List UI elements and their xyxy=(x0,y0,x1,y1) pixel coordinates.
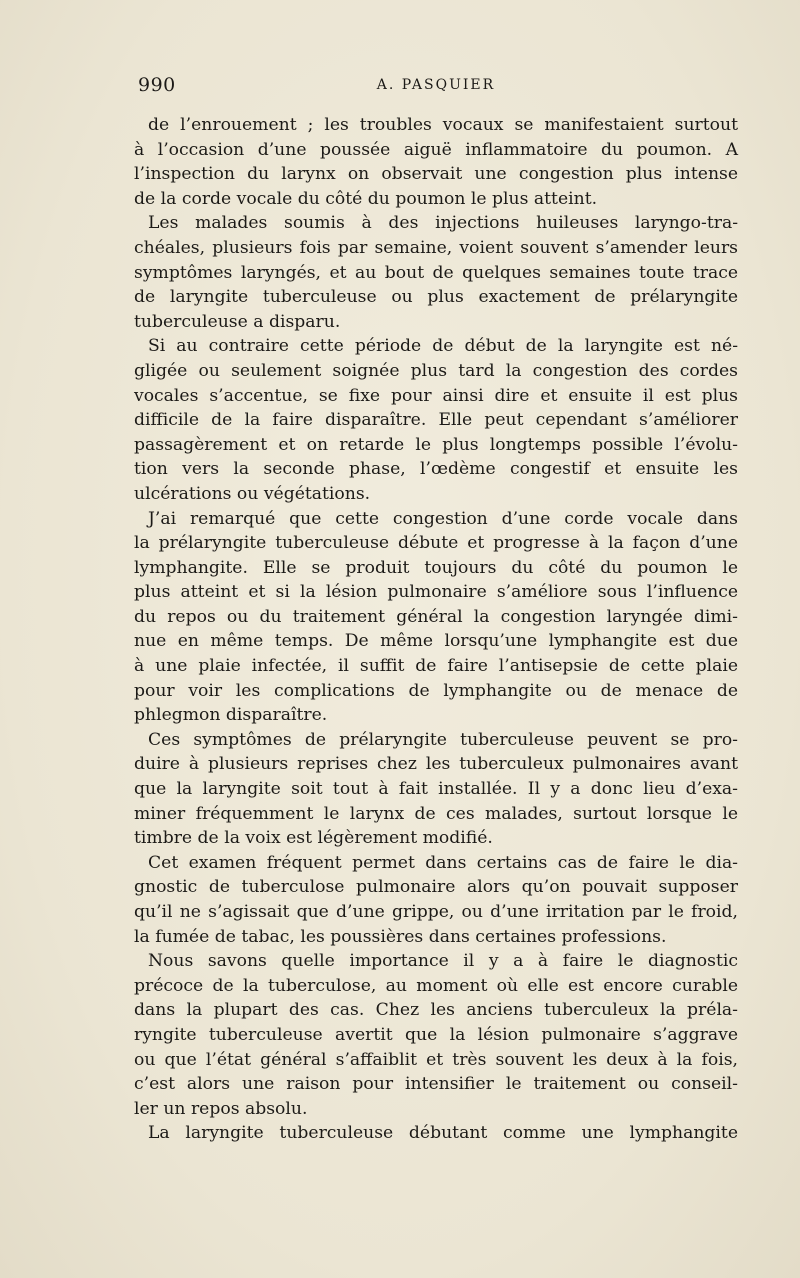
text-line: gnostic de tuberculose pulmonaire alors qu’on pouvait supposer xyxy=(134,877,738,898)
text-line: qu’il ne s’agissait que d’une grippe, ou d’une irritation par le froid, xyxy=(134,902,738,922)
text-line: chéales, plusieurs fois par semaine, voient souvent s’amender leurs xyxy=(134,237,738,258)
text-line: nue en même temps. De même lorsqu’une lymphangite est due xyxy=(134,631,738,652)
text-line: vocales s’accentue, se fixe pour ainsi dire et ensuite il est plus xyxy=(134,385,738,406)
paragraph xyxy=(134,507,738,728)
text-line: Nous savons quelle importance il y a à faire le diagnostic xyxy=(148,951,738,972)
text-line: la fumée de tabac, les poussières dans certaines professions. xyxy=(134,926,667,947)
text-line: que la laryngite soit tout à fait installée. Il y a donc lieu d’exa- xyxy=(134,779,738,800)
text-line: ou que l’état général s’affaiblit et très souvent les deux à la fois, xyxy=(134,1049,738,1070)
text-line: passagèrement et on retarde le plus longtemps possible l’évolu- xyxy=(134,434,738,455)
running-head xyxy=(134,74,738,98)
paragraph xyxy=(134,851,738,949)
text-line: pour voir les complications de lymphangite ou de menace de xyxy=(134,680,738,701)
text-line: Si au contraire cette période de début de la laryngite est né- xyxy=(148,336,738,357)
paragraph xyxy=(134,211,738,334)
page-number: 990 xyxy=(138,74,176,96)
text-line: ulcérations ou végétations. xyxy=(134,483,371,504)
text-line: Les malades soumis à des injections huileuses laryngo-tra- xyxy=(148,213,738,234)
text-line: timbre de la voix est légèrement modifié. xyxy=(134,828,493,849)
text-line: Ces symptômes de prélaryngite tuberculeuse peuvent se pro- xyxy=(148,729,738,750)
text-line: ryngite tuberculeuse avertit que la lésion pulmonaire s’aggrave xyxy=(134,1024,738,1045)
text-line: plus atteint et si la lésion pulmonaire s’améliore sous l’influence xyxy=(134,582,738,603)
text-line: c’est alors une raison pour intensifier le traitement ou conseil- xyxy=(134,1074,738,1095)
text-line: miner fréquemment le larynx de ces malades, surtout lorsque le xyxy=(134,803,738,824)
text-line: à une plaie infectée, il suffit de faire l’antisepsie de cette plaie xyxy=(134,656,738,677)
text-line: J’ai remarqué que cette congestion d’une corde vocale dans xyxy=(148,508,738,529)
text-line: la prélaryngite tuberculeuse débute et progresse à la façon d’une xyxy=(134,533,738,554)
text-line: à l’occasion d’une poussée aiguë inflammatoire du poumon. A xyxy=(134,139,738,160)
text-line: dans la plupart des cas. Chez les anciens tuberculeux la préla- xyxy=(134,1000,738,1021)
text-line: Cet examen fréquent permet dans certains cas de faire le dia- xyxy=(148,852,738,873)
text-line: phlegmon disparaître. xyxy=(134,705,328,726)
text-line: difficile de la faire disparaître. Elle peut cependant s’améliorer xyxy=(134,410,738,431)
text-line: tion vers la seconde phase, l’œdème congestif et ensuite les xyxy=(134,459,738,480)
paragraph xyxy=(134,1121,738,1146)
paragraph xyxy=(134,334,738,506)
paragraph xyxy=(134,728,738,851)
text-line: précoce de la tuberculose, au moment où elle est encore curable xyxy=(134,975,738,996)
text-line: de laryngite tuberculeuse ou plus exactement de prélaryngite xyxy=(134,287,738,308)
text-line: l’inspection du larynx on observait une congestion plus intense xyxy=(134,164,738,185)
text-line: gligée ou seulement soignée plus tard la congestion des cordes xyxy=(134,360,738,381)
running-head-author: A. PASQUIER xyxy=(376,77,496,93)
text-line: du repos ou du traitement général la congestion laryngée dimi- xyxy=(134,606,738,627)
text-line: de l’enrouement ; les troubles vocaux se manifestaient surtout xyxy=(148,115,738,135)
text-line: symptômes laryngés, et au bout de quelques semaines toute trace xyxy=(134,262,738,283)
text-line: de la corde vocale du côté du poumon le plus atteint. xyxy=(134,188,598,209)
text-line: tuberculeuse a disparu. xyxy=(134,311,341,332)
body-text xyxy=(134,113,738,1146)
paragraph xyxy=(134,949,738,1121)
text-line: lymphangite. Elle se produit toujours du côté du poumon le xyxy=(134,557,738,578)
text-line: La laryngite tuberculeuse débutant comme une lymphangite xyxy=(148,1123,738,1144)
text-line: ler un repos absolu. xyxy=(134,1098,308,1119)
paragraph xyxy=(134,113,738,211)
text-line: duire à plusieurs reprises chez les tuberculeux pulmonaires avant xyxy=(134,754,738,775)
